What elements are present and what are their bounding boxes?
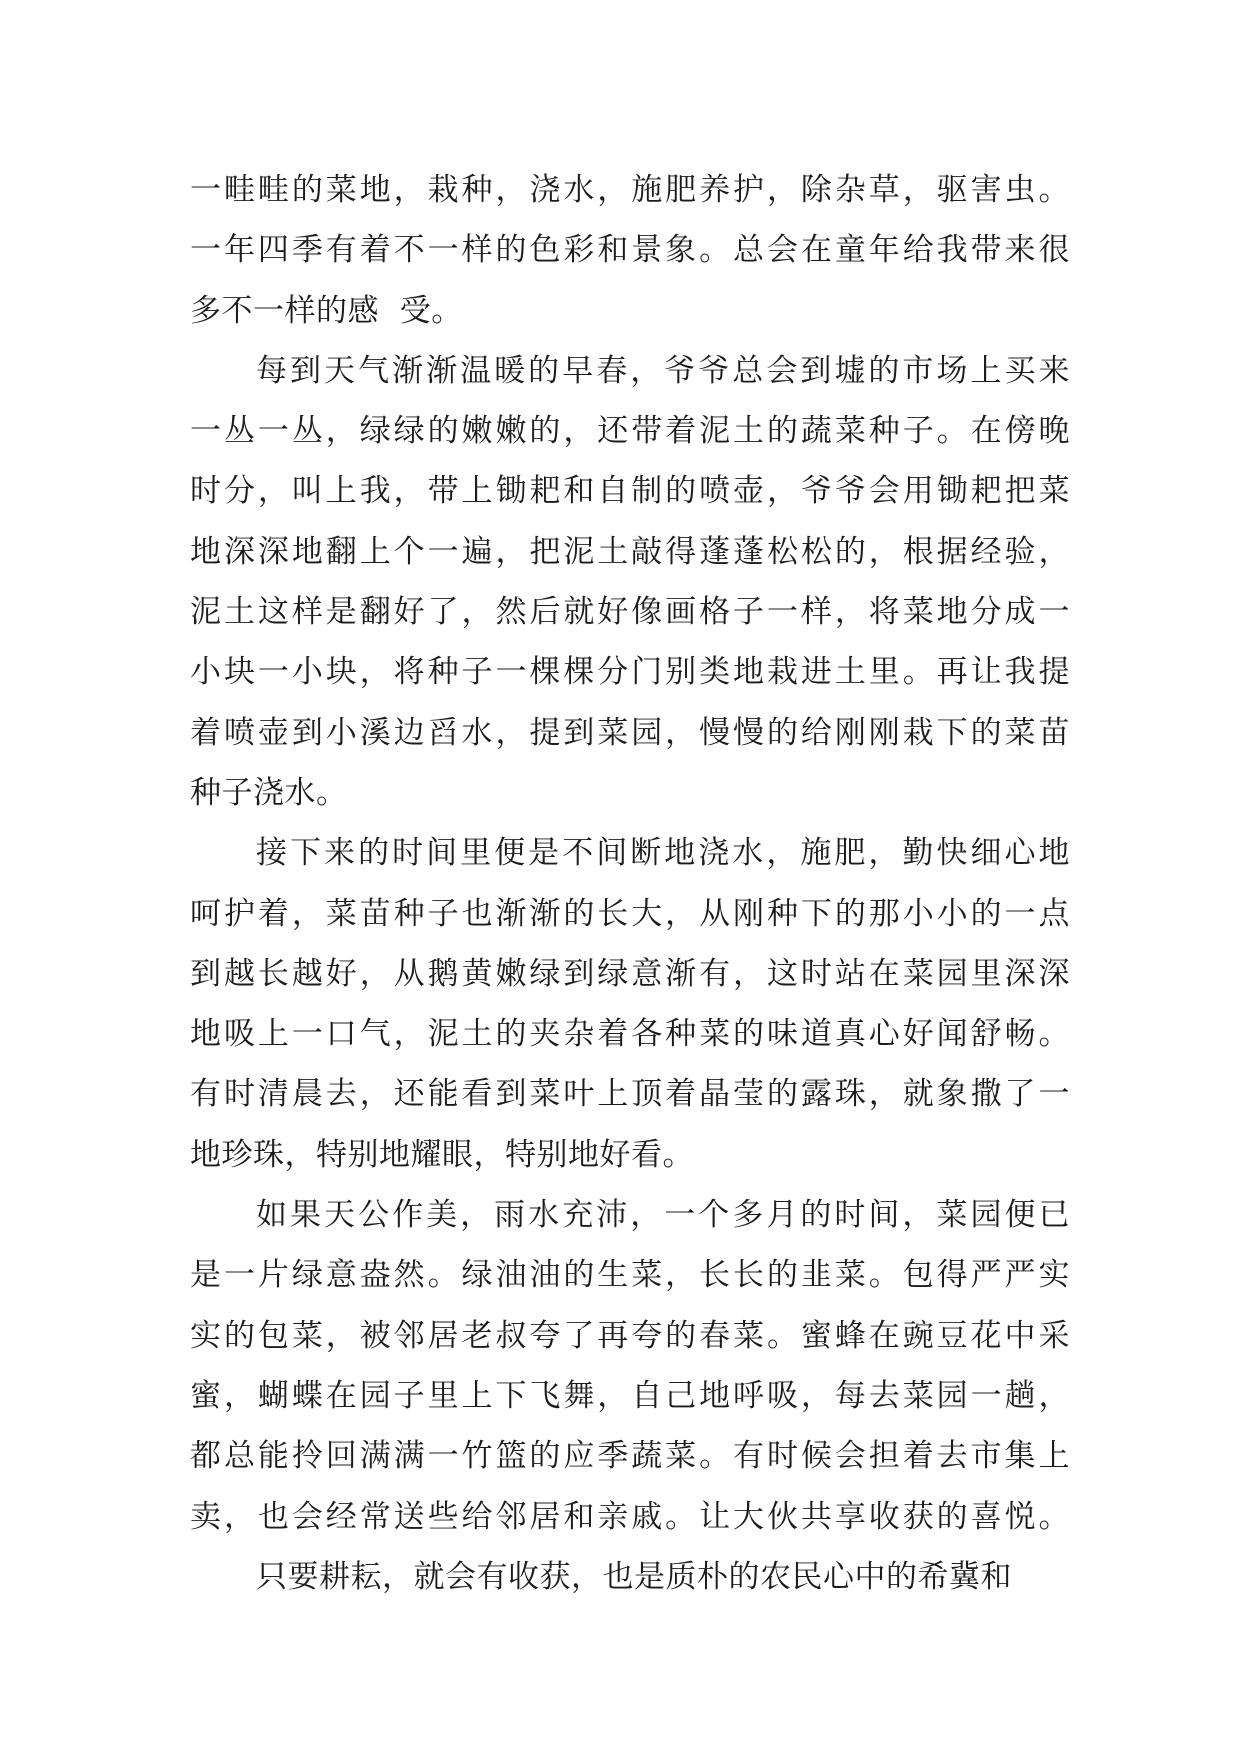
text-line: 一年四季有着不一样的色彩和景象。总会在童年给我带来很 [190,232,1070,269]
text-line: 着喷壶到小溪边舀水，提到菜园，慢慢的给刚刚栽下的菜苗 [190,714,1070,751]
text-line: 小块一小块，将种子一棵棵分门别类地栽进土里。再让我提 [190,654,1070,691]
text-line: 泥土这样是翻好了，然后就好像画格子一样，将菜地分成一 [190,594,1070,631]
text-line: 一畦畦的菜地，栽种，浇水，施肥养护，除杂草，驱害虫。 [190,172,1070,208]
text-line: 到越长越好，从鹅黄嫩绿到绿意渐有，这时站在菜园里深深 [190,955,1070,992]
text-line: 多不一样的感 受。 [190,292,463,329]
paragraph-start-line: 接下来的时间里便是不间断地浇水，施肥，勤快细心地 [256,835,1070,872]
text-line: 是一片绿意盎然。绿油油的生菜，长长的韭菜。包得严严实 [190,1257,1070,1294]
text-line: 一丛一丛，绿绿的嫩嫩的，还带着泥土的蔬菜种子。在傍晚 [190,413,1070,450]
text-line: 都总能拎回满满一竹篮的应季蔬菜。有时候会担着去市集上 [190,1438,1070,1475]
text-line: 地珍珠，特别地耀眼，特别地好看。 [190,1136,694,1173]
text-line: 地吸上一口气，泥土的夹杂着各种菜的味道真心好闻舒畅。 [190,1016,1070,1053]
text-line: 实的包菜，被邻居老叔夸了再夸的春菜。蜜蜂在豌豆花中采 [190,1317,1070,1354]
text-line: 种子浇水。 [190,774,348,811]
paragraph-start-line: 每到天气渐渐温暖的早春，爷爷总会到墟的市场上买来 [256,352,1070,389]
paragraph-start-line: 如果天公作美，雨水充沛，一个多月的时间，菜园便已 [256,1197,1070,1234]
text-line: 蜜，蝴蝶在园子里上下飞舞，自己地呼吸，每去菜园一趟， [190,1377,1070,1414]
text-line: 时分，叫上我，带上锄耙和自制的喷壶，爷爷会用锄耙把菜 [190,473,1070,510]
text-line: 呵护着，菜苗种子也渐渐的长大，从刚种下的那小小的一点 [190,895,1070,932]
text-line: 有时清晨去，还能看到菜叶上顶着晶莹的露珠，就象撒了一 [190,1076,1070,1113]
text-line: 卖，也会经常送些给邻居和亲戚。让大伙共享收获的喜悦。 [190,1498,1070,1535]
text-line: 地深深地翻上个一遍，把泥土敲得蓬蓬松松的，根据经验， [190,533,1070,570]
paragraph-start-line: 只要耕耘，就会有收获，也是质朴的农民心中的希冀和 [256,1558,1012,1595]
body-text [190,160,1070,1607]
